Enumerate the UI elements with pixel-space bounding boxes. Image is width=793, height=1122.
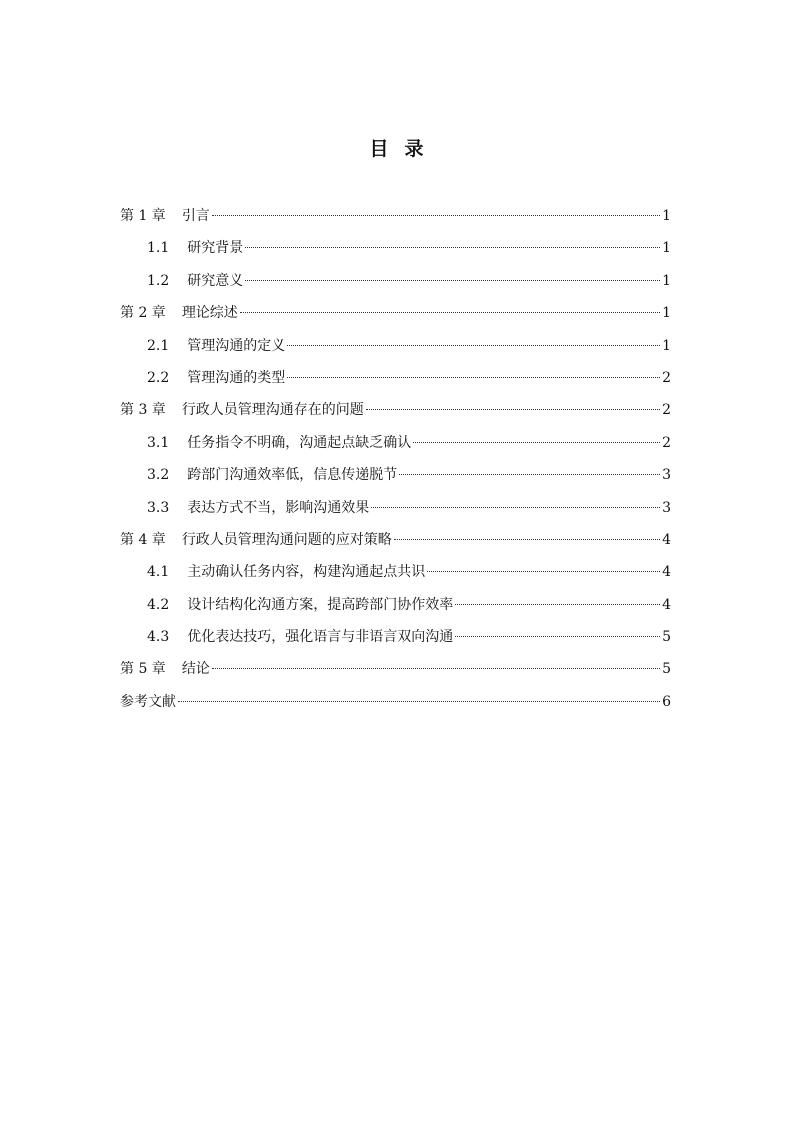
toc-entry[interactable] (120, 492, 671, 524)
toc-entry-number: 2.1 (147, 337, 170, 354)
toc-dot-leader (455, 636, 660, 637)
toc-entry-number: 第 4 章 (120, 531, 166, 548)
toc-entry-number: 3.3 (147, 499, 170, 516)
toc-entry-title: 跨部门沟通效率低，信息传递脱节 (187, 467, 398, 484)
toc-title (0, 136, 793, 162)
toc-dot-leader (399, 474, 660, 475)
toc-dot-leader (245, 247, 660, 248)
toc-dot-leader (427, 571, 660, 572)
toc-dot-leader (371, 507, 660, 508)
toc-entry-title: 研究意义 (187, 272, 244, 289)
toc-entry[interactable] (120, 394, 671, 426)
toc-entry-title: 研究背景 (187, 240, 244, 257)
toc-entry[interactable] (120, 524, 671, 556)
toc-page-number: 3 (662, 499, 671, 516)
toc-entry-number: 1.2 (147, 272, 170, 289)
toc-entry-title: 主动确认任务内容，构建沟通起点共识 (187, 564, 426, 581)
toc-dot-leader (413, 442, 660, 443)
toc-page-number: 1 (662, 305, 671, 322)
toc-entry-number: 3.2 (147, 467, 170, 484)
toc-entry-number: 4.2 (147, 596, 170, 613)
toc-entry-number: 第 1 章 (120, 208, 166, 224)
toc-dot-leader (245, 280, 660, 281)
toc-page-number: 1 (662, 240, 671, 257)
toc-page-number: 1 (662, 272, 671, 289)
toc-entry-title: 参考文献 (120, 693, 176, 710)
toc-page-number: 3 (662, 467, 671, 484)
toc-entry-number: 1.1 (147, 240, 170, 257)
toc-title-char-1: 目 (369, 138, 389, 160)
toc-entry-title: 任务指令不明确，沟通起点缺乏确认 (187, 434, 412, 451)
toc-entry-number: 3.1 (147, 434, 170, 451)
toc-page-number: 1 (662, 337, 671, 354)
toc-page-number: 2 (662, 369, 671, 386)
toc-entry-number: 4.3 (147, 629, 170, 646)
toc-entry[interactable] (120, 362, 671, 394)
toc-dot-leader (240, 312, 660, 313)
toc-dot-leader (455, 604, 660, 605)
toc-dot-leader (366, 409, 660, 410)
toc-entry-number: 4.1 (147, 564, 170, 581)
toc-entry[interactable] (120, 653, 671, 685)
toc-entry[interactable] (120, 265, 671, 297)
toc-entry-number: 2.2 (147, 369, 170, 386)
toc-entry[interactable] (120, 427, 671, 459)
toc-page-number: 2 (662, 402, 671, 419)
toc-entry[interactable] (120, 232, 671, 264)
toc-page-number: 4 (662, 596, 671, 613)
toc-list (120, 200, 671, 718)
toc-entry[interactable] (120, 297, 671, 329)
toc-dot-leader (212, 215, 660, 216)
toc-entry-title: 管理沟通的定义 (187, 337, 286, 354)
toc-entry-title: 引言 (181, 208, 210, 224)
toc-entry[interactable] (120, 556, 671, 588)
toc-page-number: 5 (662, 629, 671, 646)
toc-entry-title: 行政人员管理沟通存在的问题 (181, 402, 364, 419)
toc-page-number: 4 (662, 564, 671, 581)
toc-page-number: 5 (662, 661, 671, 678)
toc-entry[interactable] (120, 621, 671, 653)
toc-page-number: 6 (662, 693, 671, 710)
toc-dot-leader (287, 377, 660, 378)
toc-entry-number: 第 2 章 (120, 305, 166, 322)
toc-page-number: 4 (662, 531, 671, 548)
toc-entry-title: 表达方式不当，影响沟通效果 (187, 499, 370, 516)
toc-dot-leader (178, 701, 660, 702)
toc-dot-leader (287, 345, 660, 346)
toc-entry-title: 结论 (181, 661, 210, 678)
toc-entry-title: 管理沟通的类型 (187, 369, 286, 386)
toc-title-char-2: 录 (404, 138, 424, 160)
toc-dot-leader (212, 668, 660, 669)
toc-entry[interactable] (120, 589, 671, 621)
toc-entry-title: 优化表达技巧，强化语言与非语言双向沟通 (187, 629, 454, 646)
toc-entry[interactable] (120, 200, 671, 232)
toc-entry-title: 行政人员管理沟通问题的应对策略 (181, 531, 392, 548)
toc-entry[interactable] (120, 686, 671, 718)
toc-entry[interactable] (120, 459, 671, 491)
toc-page-number: 1 (662, 208, 671, 224)
toc-entry-title: 理论综述 (181, 305, 238, 322)
toc-dot-leader (394, 539, 660, 540)
toc-entry-number: 第 5 章 (120, 661, 166, 678)
toc-page-number: 2 (662, 434, 671, 451)
toc-entry-number: 第 3 章 (120, 402, 166, 419)
toc-entry-title: 设计结构化沟通方案，提高跨部门协作效率 (187, 596, 454, 613)
toc-entry[interactable] (120, 330, 671, 362)
